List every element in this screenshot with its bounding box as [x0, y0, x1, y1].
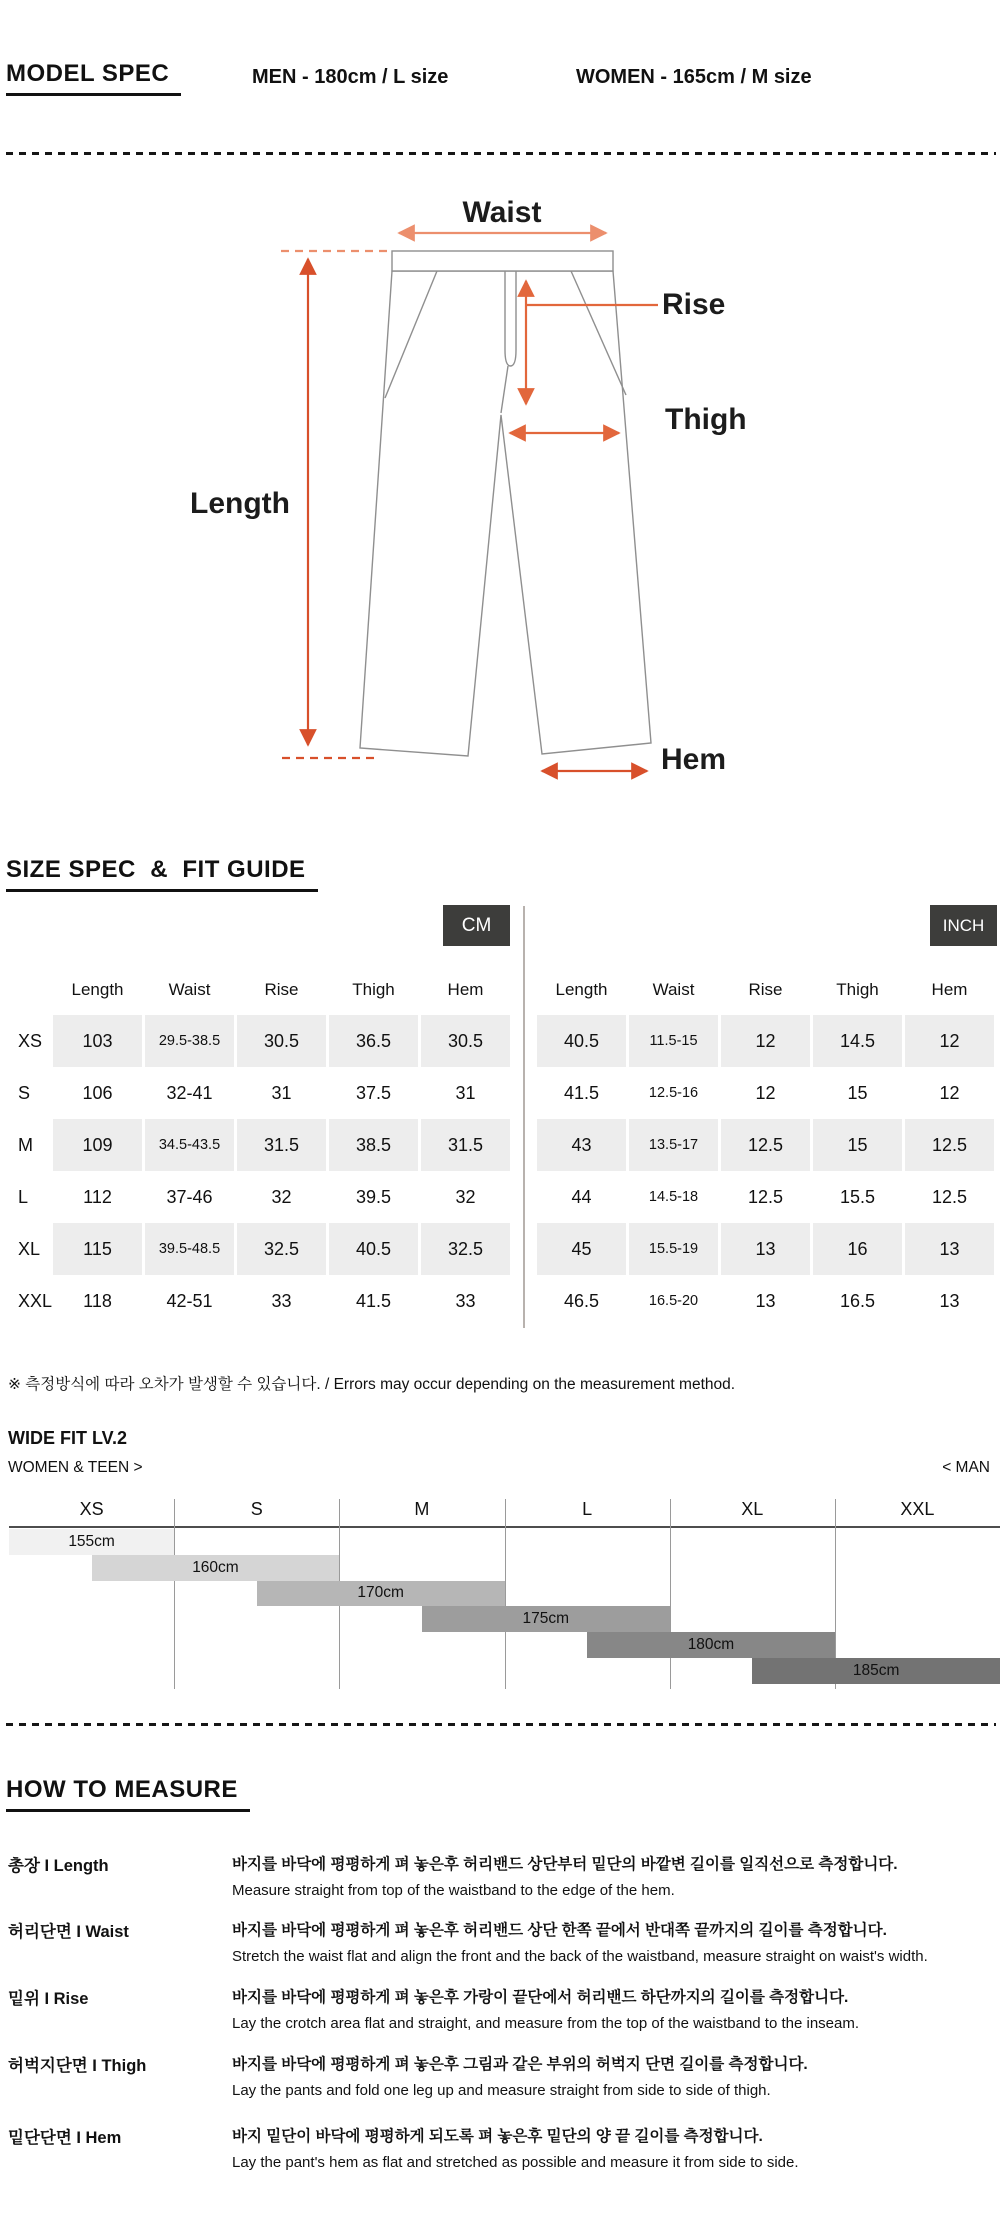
- measure-text-korean: 바지를 바닥에 평평하게 펴 놓은후 허리밴드 상단부터 밑단의 바깥변 길이를 일직선으로 측정합니다.: [232, 1856, 898, 1873]
- spec-cell: 33: [455, 1290, 476, 1311]
- measure-label: 허벅지단면 I Thigh: [8, 2057, 147, 2075]
- size-label: XL: [18, 1238, 41, 1259]
- fit-bar: 175cm: [422, 1606, 670, 1632]
- measure-description: [232, 2052, 808, 2099]
- spec-cell: 32: [271, 1186, 292, 1207]
- spec-cell: 16.5: [839, 1290, 876, 1311]
- column-header: Length: [555, 980, 608, 999]
- pants-waistband: [392, 251, 613, 271]
- spec-cell: 112: [83, 1186, 112, 1207]
- measure-text-english: Stretch the waist flat and align the front and the back of the waistband, measure straight on waist's width.: [232, 1948, 928, 1965]
- spec-cell: 13: [755, 1290, 776, 1311]
- size-label: M: [18, 1134, 33, 1155]
- column-header: Thigh: [836, 980, 879, 999]
- spec-cell: 32: [455, 1186, 476, 1207]
- measure-text-english: Lay the pants and fold one leg up and measure straight from side to side of thigh.: [232, 2082, 771, 2099]
- spec-cell: 46.5: [563, 1290, 600, 1311]
- spec-cell: 30.5: [237, 1015, 326, 1067]
- spec-cell: 103: [53, 1015, 142, 1067]
- fit-bar: 185cm: [752, 1658, 1000, 1684]
- spec-cell: 14.5: [813, 1015, 902, 1067]
- column-header: Length: [71, 980, 124, 999]
- chart-column-divider: [174, 1499, 175, 1689]
- cm-unit-badge: CM: [443, 905, 510, 946]
- column-header: Waist: [168, 980, 211, 999]
- spec-cell: 32.5: [237, 1223, 326, 1275]
- spec-cell: 12.5: [747, 1186, 784, 1207]
- measure-row: [8, 2052, 992, 2099]
- column-header: Rise: [264, 980, 299, 999]
- model-spec-title: MODEL SPEC: [6, 60, 181, 96]
- spec-cell: 37.5: [355, 1082, 392, 1103]
- spec-cell: 39.5: [355, 1186, 392, 1207]
- spec-cell: 109: [53, 1119, 142, 1171]
- spec-cell: 31: [271, 1082, 292, 1103]
- spec-cell: 31.5: [421, 1119, 510, 1171]
- measure-label: 총장 I Length: [8, 1857, 109, 1875]
- spec-cell: 33: [271, 1290, 292, 1311]
- measure-description: [232, 1985, 859, 2032]
- spec-cell: 12: [905, 1015, 994, 1067]
- chart-category-label: S: [250, 1498, 263, 1519]
- spec-cell: 15: [813, 1119, 902, 1171]
- spec-cell: 11.5-15: [629, 1015, 718, 1067]
- spec-cell: 41.5: [563, 1082, 600, 1103]
- measure-row: [8, 1918, 992, 1965]
- chart-category-label: XXL: [900, 1498, 935, 1519]
- measure-description: [232, 2124, 799, 2171]
- spec-cell: 37-46: [166, 1186, 213, 1207]
- measure-text-english: Measure straight from top of the waistband to the edge of the hem.: [232, 1882, 675, 1899]
- spec-cell: 13.5-17: [629, 1119, 718, 1171]
- inch-unit-badge: INCH: [930, 905, 997, 946]
- measure-label: 밑위 I Rise: [8, 1990, 89, 2008]
- chart-category-label: L: [582, 1498, 593, 1519]
- spec-cell: 115: [53, 1223, 142, 1275]
- measure-text-korean: 바지를 바닥에 평평하게 펴 놓은후 그림과 같은 부위의 허벅지 단면 길이를 측정합니다.: [232, 2056, 808, 2073]
- pants-measure-diagram: [0, 150, 1000, 810]
- size-table-inch: [537, 965, 994, 1327]
- spec-cell: 106: [82, 1082, 113, 1103]
- spec-cell: 32-41: [166, 1082, 213, 1103]
- thigh-label: Thigh: [665, 403, 747, 436]
- size-column-spacer: [10, 965, 50, 1015]
- fit-bar: 155cm: [9, 1529, 174, 1555]
- measure-row: [8, 1852, 992, 1899]
- measure-description: [232, 1852, 898, 1899]
- size-label: S: [18, 1082, 31, 1103]
- size-label: L: [18, 1186, 29, 1207]
- chart-category-label: M: [414, 1498, 430, 1519]
- chart-column-divider: [670, 1499, 671, 1689]
- spec-cell: 12: [721, 1015, 810, 1067]
- spec-cell: 41.5: [355, 1290, 392, 1311]
- length-label: Length: [190, 487, 290, 520]
- spec-cell: 31.5: [237, 1119, 326, 1171]
- how-to-measure-title: HOW TO MEASURE: [6, 1776, 250, 1812]
- measurement-note: ※ 측정방식에 따라 오차가 발생할 수 있습니다. / Errors may occur depending on the measurement method.: [8, 1376, 736, 1393]
- spec-cell: 36.5: [329, 1015, 418, 1067]
- spec-cell: 38.5: [329, 1119, 418, 1171]
- size-label: XXL: [18, 1290, 53, 1311]
- spec-cell: 44: [571, 1186, 592, 1207]
- spec-cell: 34.5-43.5: [145, 1119, 234, 1171]
- fit-bar: 160cm: [92, 1555, 340, 1581]
- size-label: XS: [18, 1030, 43, 1051]
- spec-cell: 15.5-19: [629, 1223, 718, 1275]
- measure-text-english: Lay the pant's hem as flat and stretched as possible and measure it from side to side.: [232, 2154, 799, 2171]
- spec-cell: 43: [537, 1119, 626, 1171]
- spec-cell: 12.5: [931, 1186, 968, 1207]
- waist-label: Waist: [462, 196, 542, 229]
- spec-cell: 40.5: [329, 1223, 418, 1275]
- spec-cell: 32.5: [421, 1223, 510, 1275]
- spec-cell: 12: [939, 1082, 960, 1103]
- measure-text-korean: 바지 밑단이 바닥에 평평하게 되도록 펴 놓은후 밑단의 양 끝 길이를 측정합니다.: [232, 2128, 763, 2145]
- measure-text-english: Lay the crotch area flat and straight, and measure from the top of the waistband to the inseam.: [232, 2015, 860, 2032]
- column-header: Thigh: [352, 980, 395, 999]
- spec-cell: 31: [455, 1082, 476, 1103]
- dashed-divider-bottom: [6, 1723, 996, 1726]
- spec-cell: 15.5: [839, 1186, 876, 1207]
- spec-cell: 40.5: [537, 1015, 626, 1067]
- hem-label: Hem: [661, 743, 727, 776]
- spec-cell: 30.5: [421, 1015, 510, 1067]
- spec-cell: 39.5-48.5: [145, 1223, 234, 1275]
- spec-cell: 42-51: [166, 1290, 213, 1311]
- spec-cell: 12.5: [721, 1119, 810, 1171]
- measure-text-korean: 바지를 바닥에 평평하게 펴 놓은후 가랑이 끝단에서 허리밴드 하단까지의 길이를 측정합니다.: [232, 1989, 849, 2006]
- spec-cell: 16.5-20: [648, 1293, 699, 1309]
- column-header: Waist: [652, 980, 695, 999]
- fit-guide-chart: [9, 1495, 1000, 1695]
- spec-cell: 45: [537, 1223, 626, 1275]
- spec-cell: 14.5-18: [648, 1189, 699, 1205]
- measure-row: [8, 1985, 992, 2032]
- measure-label: 밑단단면 I Hem: [8, 2129, 122, 2147]
- fit-guide-left-label: WOMEN & TEEN >: [8, 1459, 143, 1476]
- spec-cell: 15: [847, 1082, 868, 1103]
- fit-guide-title: WIDE FIT LV.2: [8, 1428, 128, 1448]
- model-spec-women: WOMEN - 165cm / M size: [576, 66, 812, 88]
- spec-cell: 13: [721, 1223, 810, 1275]
- spec-cell: 13: [939, 1290, 960, 1311]
- fit-bar: 180cm: [587, 1632, 835, 1658]
- spec-cell: 13: [905, 1223, 994, 1275]
- column-header: Hem: [931, 980, 968, 999]
- size-spec-title: SIZE SPEC & FIT GUIDE: [6, 856, 318, 892]
- spec-cell: 12.5-16: [648, 1085, 699, 1101]
- chart-category-label: XS: [79, 1498, 104, 1519]
- spec-cell: 118: [83, 1290, 112, 1311]
- column-header: Rise: [748, 980, 783, 999]
- spec-cell: 12.5: [905, 1119, 994, 1171]
- spec-cell: 16: [813, 1223, 902, 1275]
- size-table-cm: [10, 965, 510, 1327]
- model-spec-men: MEN - 180cm / L size: [252, 66, 449, 88]
- measure-row: [8, 2124, 992, 2171]
- chart-column-divider: [505, 1499, 506, 1689]
- table-divider-line: [523, 906, 525, 1328]
- measure-description: [232, 1918, 928, 1965]
- rise-label: Rise: [662, 288, 726, 321]
- fit-guide-right-label: < MAN: [942, 1459, 990, 1476]
- column-header: Hem: [447, 980, 484, 999]
- spec-cell: 12: [755, 1082, 776, 1103]
- measure-label: 허리단면 I Waist: [8, 1923, 129, 1941]
- chart-category-label: XL: [741, 1498, 764, 1519]
- spec-cell: 29.5-38.5: [145, 1015, 234, 1067]
- measure-text-korean: 바지를 바닥에 평평하게 펴 놓은후 허리밴드 상단 한쪽 끝에서 반대쪽 끝까지의 길이를 측정합니다.: [232, 1922, 887, 1939]
- fit-bar: 170cm: [257, 1581, 505, 1607]
